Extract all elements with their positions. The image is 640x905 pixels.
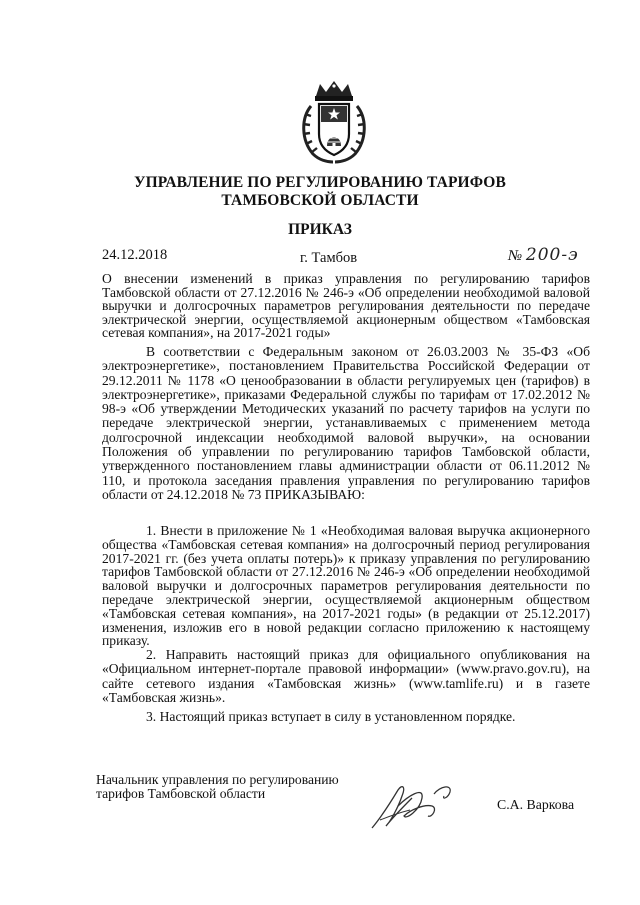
document-date: 24.12.2018 <box>102 247 168 263</box>
issuer-line-1: УПРАВЛЕНИЕ ПО РЕГУЛИРОВАНИЮ ТАРИФОВ <box>134 174 506 191</box>
signatory-title-line-2: тарифов Тамбовской области <box>96 786 266 801</box>
document-number <box>508 245 579 265</box>
order-item-1: 1. Внести в приложение № 1 «Необходимая валовая выручка акционерного общества «Тамбовская сетевая компания» на долгосрочный период регулирования 2017-2021 гг. (без учета оплаты потерь)» к приказу управления по регулированию тарифов Тамбовской области от 27.12.2016 № 246-э «Об определении необходимой валовой выручки и долгосрочных параметров регулирования деятельности по передаче электрической энергии, осуществляемой акционерным обществом «Тамбовская сетевая компания», на 2017-2021 годы» (в редакции от 25.12.2017) изменения, изложив его в новой редакции согласно приложению к настоящему приказу. <box>102 523 590 649</box>
document-city: г. Тамбов <box>300 250 358 266</box>
signatory-title <box>96 773 339 801</box>
order-subject: О внесении изменений в приказ управления по регулированию тарифов Тамбовской области от 27.12.2016 № 246-э «Об определении необходимой валовой выручки и долгосрочных параметров регулирования деятельности по передаче электрической энергии, осуществляемой акционерным обществом «Тамбовская сетевая компания», на 2017-2021 годы» <box>102 271 590 341</box>
number-prefix: № <box>508 248 523 264</box>
document-type: ПРИКАЗ <box>288 221 352 238</box>
signatory-name: С.А. Варкова <box>497 797 575 812</box>
handwritten-number: 200-э <box>525 245 579 265</box>
order-preamble: В соответствии с Федеральным законом от 26.03.2003 № 35-ФЗ «Об электроэнергетике», постановлением Правительства Российской Федерации от 29.12.2011 № 1178 «О ценообразовании в области регулируемых цен (тарифов) в электроэнергетике», приказами Федеральной службы по тарифам от 17.02.2012 № 98-э «Об утверждении Методических указаний по расчету тарифов на услуги по передаче электрической энергии, устанавливаемых с применением метода долгосрочной индексации необходимой валовой выручки», на основании Положения об управлении по регулированию тарифов Тамбовской области, утвержденного постановлением главы администрации области от 06.11.2012 № 110, и протокола заседания правления управления по регулированию тарифов области от 24.12.2018 № 73 ПРИКАЗЫВАЮ: <box>102 344 590 502</box>
tambov-coat-of-arms-icon <box>299 78 369 164</box>
issuer-line-2: ТАМБОВСКОЙ ОБЛАСТИ <box>221 192 419 209</box>
signatory-title-line-1: Начальник управления по регулированию <box>96 772 339 787</box>
order-item-2: 2. Направить настоящий приказ для официального опубликования на «Официальном интернет-портале правовой информации» (www.pravo.gov.ru), на сайте сетевого издания «Тамбовская жизнь» (www.tamlife.ru) и в газете «Тамбовская жизнь». <box>102 647 590 705</box>
handwritten-signature-icon <box>368 776 478 836</box>
order-item-3: 3. Настоящий приказ вступает в силу в установленном порядке. <box>146 709 516 724</box>
